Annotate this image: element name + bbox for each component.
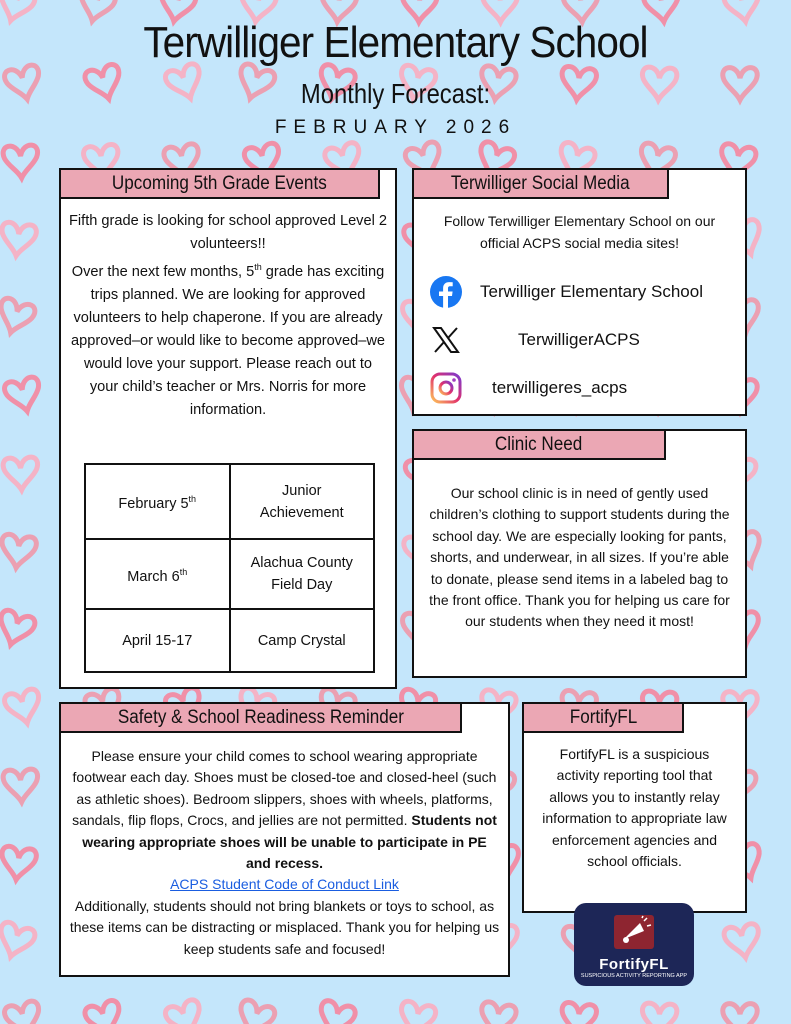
heart-shape — [3, 769, 39, 803]
heart-shape — [3, 457, 39, 491]
logo-tagline: SUSPICIOUS ACTIVITY REPORTING APP — [580, 973, 688, 979]
facebook-label: Terwilliger Elementary School — [480, 282, 703, 301]
heart-shape — [3, 688, 44, 727]
social-heading — [412, 168, 669, 199]
facebook-link[interactable] — [430, 276, 703, 308]
heart-shape — [0, 846, 37, 882]
heart-shape — [478, 1001, 517, 1024]
heart-shape — [0, 921, 37, 962]
facebook-icon — [430, 276, 462, 308]
social-heading-text: Terwilliger Social Media — [451, 173, 630, 194]
heart-shape — [0, 534, 37, 570]
instagram-link[interactable] — [430, 372, 627, 404]
events-text-3: grade has exciting trips planned. We are looking for approved volunteers to help chaperone. If you are already approved–or would like to become approved–we would love your support. Please reach out to your child’s teacher or Mrs. Norris for more information. — [71, 263, 385, 418]
table-row — [85, 539, 374, 609]
safety-section — [59, 702, 510, 977]
safety-heading-text: Safety & School Readiness Reminder — [117, 707, 404, 728]
safety-text: Please ensure your child comes to school wearing appropriate footwear each day. Shoes must be closed-toe and closed-heel (such as athletic shoes). Bedroom slippers, shoes with wheels, platforms, sandals, flip flops, Crocs, and jellies are not permitted. — [72, 748, 497, 829]
table-row — [85, 609, 374, 672]
heart-shape — [3, 1000, 44, 1024]
safety-body — [69, 746, 500, 960]
clinic-body: Our school clinic is in need of gently used children’s clothing to support students during the school day. We are especially looking for pants, shorts, and underwear, in all sizes. If you’re able to donate, please send items in a labeled bag to the front office. Thank you for helping us care for our students when they need it most! — [429, 485, 730, 630]
event-date: February 5th — [85, 464, 230, 539]
fortifyfl-logo[interactable] — [574, 903, 694, 986]
clinic-section — [412, 429, 747, 678]
logo-text: FortifyFL — [599, 956, 669, 973]
x-link[interactable] — [430, 324, 640, 356]
heart-shape — [397, 1000, 437, 1024]
table-row — [85, 464, 374, 539]
newsletter-date: FEBRUARY 2026 — [274, 117, 517, 138]
heart-shape — [3, 376, 44, 415]
heart-shape — [641, 1003, 677, 1024]
school-title: Terwilliger Elementary School — [143, 18, 648, 67]
event-name: Camp Crystal — [230, 609, 375, 672]
event-name: Junior Achievement — [230, 464, 375, 539]
events-table — [84, 463, 375, 673]
heart-shape — [0, 609, 37, 650]
events-heading — [59, 168, 380, 199]
x-label: TerwilligerACPS — [518, 330, 640, 349]
heart-shape — [83, 999, 125, 1024]
safety-heading — [59, 702, 462, 733]
event-date: March 6th — [85, 539, 230, 609]
heart-shape — [234, 998, 277, 1024]
social-media-section — [412, 168, 747, 416]
code-of-conduct-link[interactable]: ACPS Student Code of Conduct Link — [170, 876, 399, 893]
event-name: Alachua County Field Day — [230, 539, 375, 609]
instagram-icon — [430, 372, 462, 404]
events-heading-text: Upcoming 5th Grade Events — [112, 173, 327, 194]
events-section — [59, 168, 397, 689]
fortifyfl-heading-text: FortifyFL — [569, 707, 637, 728]
fortifyfl-heading — [522, 702, 684, 733]
heart-shape — [3, 64, 44, 103]
megaphone-icon — [614, 915, 654, 949]
heart-shape — [560, 1002, 598, 1024]
newsletter-subtitle: Monthly Forecast: — [300, 78, 491, 109]
events-text-2: Over the next few months, 5 — [71, 263, 255, 280]
events-body — [69, 210, 387, 422]
events-sup: th — [254, 262, 262, 272]
heart-shape — [723, 923, 763, 961]
heart-shape — [3, 145, 39, 179]
fortifyfl-body: FortifyFL is a suspicious activity reporting tool that allows you to instantly relay information to appropriate law enforcement agencies and school officials. — [542, 746, 727, 870]
event-date: April 15-17 — [85, 609, 230, 672]
instagram-label: terwilligeres_acps — [492, 378, 628, 397]
heart-shape — [0, 222, 37, 258]
heart-shape — [723, 1004, 757, 1024]
events-text-1: Fifth grade is looking for school approved Level 2 volunteers!! — [69, 213, 388, 252]
heart-shape — [164, 998, 207, 1024]
safety-bold-text: Students not wearing appropriate shoes will be unable to participate in PE and recess. — [82, 812, 497, 872]
x-icon — [430, 324, 462, 356]
fortifyfl-section — [522, 702, 747, 913]
clinic-heading-text: Clinic Need — [495, 434, 583, 455]
heart-shape — [315, 999, 357, 1024]
heart-shape — [0, 297, 37, 338]
social-intro: Follow Terwilliger Elementary School on our official ACPS social media sites! — [443, 213, 716, 251]
safety-text-2: Additionally, students should not bring blankets or toys to school, as these items can be distracting or misplaced. Thank you for helping us keep students safe and focused! — [69, 897, 500, 957]
clinic-heading — [412, 429, 666, 460]
